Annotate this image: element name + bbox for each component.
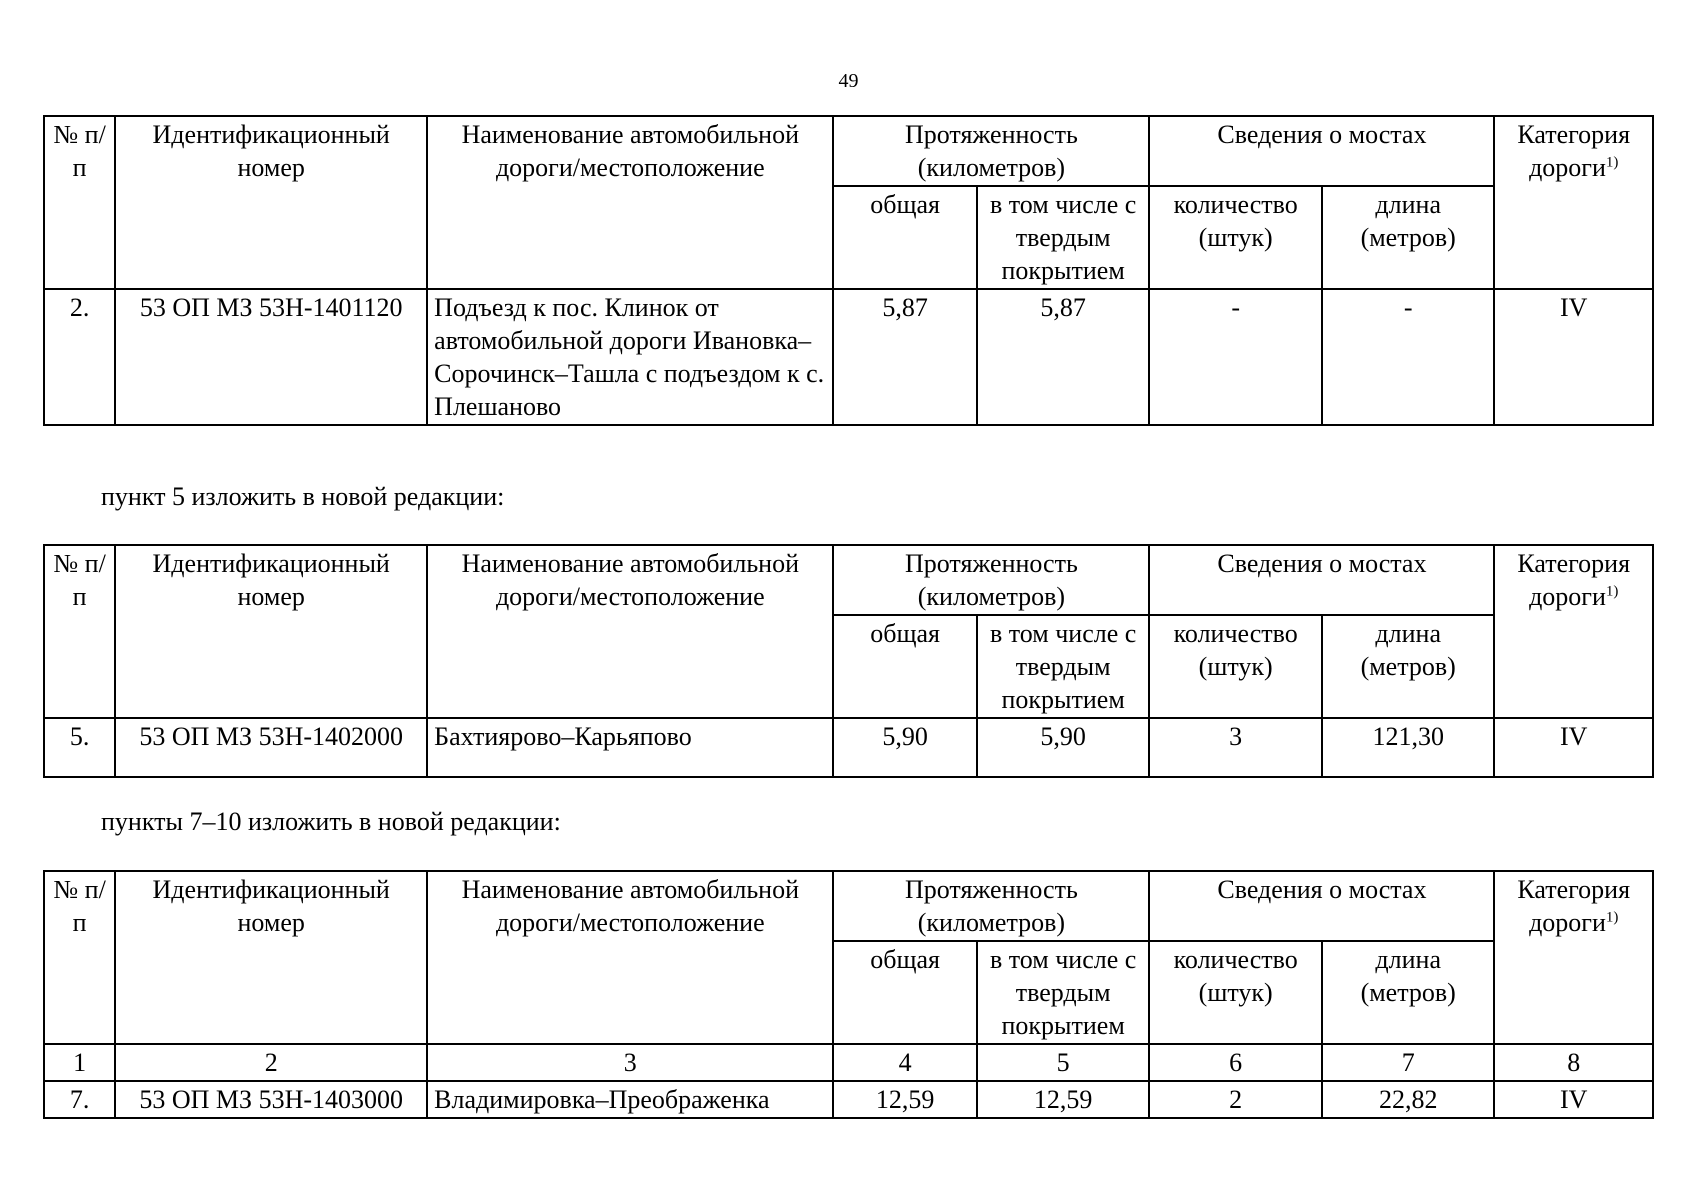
footnote-marker: 1) bbox=[1605, 154, 1619, 171]
row-name: Владимировка–Преображенка bbox=[427, 1081, 833, 1118]
header-id: Идентификационный номер bbox=[115, 871, 427, 1044]
header-category bbox=[1494, 116, 1653, 289]
row-bridges-length: - bbox=[1322, 289, 1495, 425]
header-bridges-count: количество (штук) bbox=[1149, 615, 1322, 718]
header-id: Идентификационный номер bbox=[115, 116, 427, 289]
footnote-marker: 1) bbox=[1605, 909, 1619, 926]
header-bridges-count: количество (штук) bbox=[1149, 941, 1322, 1044]
table-row bbox=[44, 718, 1653, 777]
row-category: IV bbox=[1494, 289, 1653, 425]
row-id: 53 ОП МЗ 53Н-1403000 bbox=[115, 1081, 427, 1118]
header-category bbox=[1494, 871, 1653, 1044]
row-bridges-length: 121,30 bbox=[1322, 718, 1495, 777]
row-id: 53 ОП МЗ 53Н-1401120 bbox=[115, 289, 427, 425]
header-length-total: общая bbox=[833, 941, 976, 1044]
header-category bbox=[1494, 545, 1653, 718]
column-number: 2 bbox=[115, 1044, 427, 1081]
column-number: 4 bbox=[833, 1044, 976, 1081]
column-numbers-row bbox=[44, 1044, 1653, 1081]
row-name: Бахтиярово–Карьяпово bbox=[427, 718, 833, 777]
row-num: 2. bbox=[44, 289, 115, 425]
header-category-label: Категория дороги bbox=[1517, 549, 1631, 611]
header-bridges-count: количество (штук) bbox=[1149, 186, 1322, 289]
header-name: Наименование автомобильной дороги/местоположение bbox=[427, 116, 833, 289]
header-length-hard: в том числе с твердым покрытием bbox=[977, 615, 1150, 718]
header-length: Протяженность (километров) bbox=[833, 545, 1149, 615]
row-bridges-length: 22,82 bbox=[1322, 1081, 1495, 1118]
header-length-total: общая bbox=[833, 615, 976, 718]
column-number: 3 bbox=[427, 1044, 833, 1081]
column-number: 6 bbox=[1149, 1044, 1322, 1081]
header-category-label: Категория дороги bbox=[1517, 120, 1631, 182]
column-number: 7 bbox=[1322, 1044, 1495, 1081]
roads-table-3 bbox=[43, 870, 1654, 1119]
row-length-hard: 5,90 bbox=[977, 718, 1150, 777]
header-length-total: общая bbox=[833, 186, 976, 289]
header-category-label: Категория дороги bbox=[1517, 875, 1631, 937]
header-bridges-length: длина (метров) bbox=[1322, 941, 1495, 1044]
page-number: 49 bbox=[838, 70, 859, 92]
table-row bbox=[44, 1081, 1653, 1118]
header-num: № п/п bbox=[44, 871, 115, 1044]
column-number: 8 bbox=[1494, 1044, 1653, 1081]
header-length: Протяженность (километров) bbox=[833, 871, 1149, 941]
header-length: Протяженность (километров) bbox=[833, 116, 1149, 186]
row-length-total: 5,87 bbox=[833, 289, 976, 425]
row-category: IV bbox=[1494, 1081, 1653, 1118]
header-id: Идентификационный номер bbox=[115, 545, 427, 718]
row-length-hard: 5,87 bbox=[977, 289, 1150, 425]
row-bridges-count: - bbox=[1149, 289, 1322, 425]
roads-table-1 bbox=[43, 115, 1654, 426]
paragraph-items-7-10: пункты 7–10 изложить в новой редакции: bbox=[101, 807, 561, 836]
header-name: Наименование автомобильной дороги/местоположение bbox=[427, 545, 833, 718]
row-length-hard: 12,59 bbox=[977, 1081, 1150, 1118]
row-category: IV bbox=[1494, 718, 1653, 777]
column-number: 5 bbox=[977, 1044, 1150, 1081]
header-num: № п/п bbox=[44, 116, 115, 289]
row-num: 5. bbox=[44, 718, 115, 777]
row-length-total: 5,90 bbox=[833, 718, 976, 777]
row-length-total: 12,59 bbox=[833, 1081, 976, 1118]
paragraph-item-5: пункт 5 изложить в новой редакции: bbox=[101, 482, 505, 511]
header-bridges: Сведения о мостах bbox=[1149, 116, 1494, 186]
header-bridges: Сведения о мостах bbox=[1149, 871, 1494, 941]
header-length-hard: в том числе с твердым покрытием bbox=[977, 941, 1150, 1044]
footnote-marker: 1) bbox=[1605, 583, 1619, 600]
roads-table-2 bbox=[43, 544, 1654, 778]
header-length-hard: в том числе с твердым покрытием bbox=[977, 186, 1150, 289]
row-id: 53 ОП МЗ 53Н-1402000 bbox=[115, 718, 427, 777]
row-bridges-count: 3 bbox=[1149, 718, 1322, 777]
header-bridges-length: длина (метров) bbox=[1322, 615, 1495, 718]
table-row bbox=[44, 289, 1653, 425]
row-num: 7. bbox=[44, 1081, 115, 1118]
row-bridges-count: 2 bbox=[1149, 1081, 1322, 1118]
header-name: Наименование автомобильной дороги/местоположение bbox=[427, 871, 833, 1044]
column-number: 1 bbox=[44, 1044, 115, 1081]
row-name: Подъезд к пос. Клинок от автомобильной дороги Ивановка–Сорочинск–Ташла с подъездом к с. Плешаново bbox=[427, 289, 833, 425]
header-bridges: Сведения о мостах bbox=[1149, 545, 1494, 615]
header-bridges-length: длина (метров) bbox=[1322, 186, 1495, 289]
header-num: № п/п bbox=[44, 545, 115, 718]
